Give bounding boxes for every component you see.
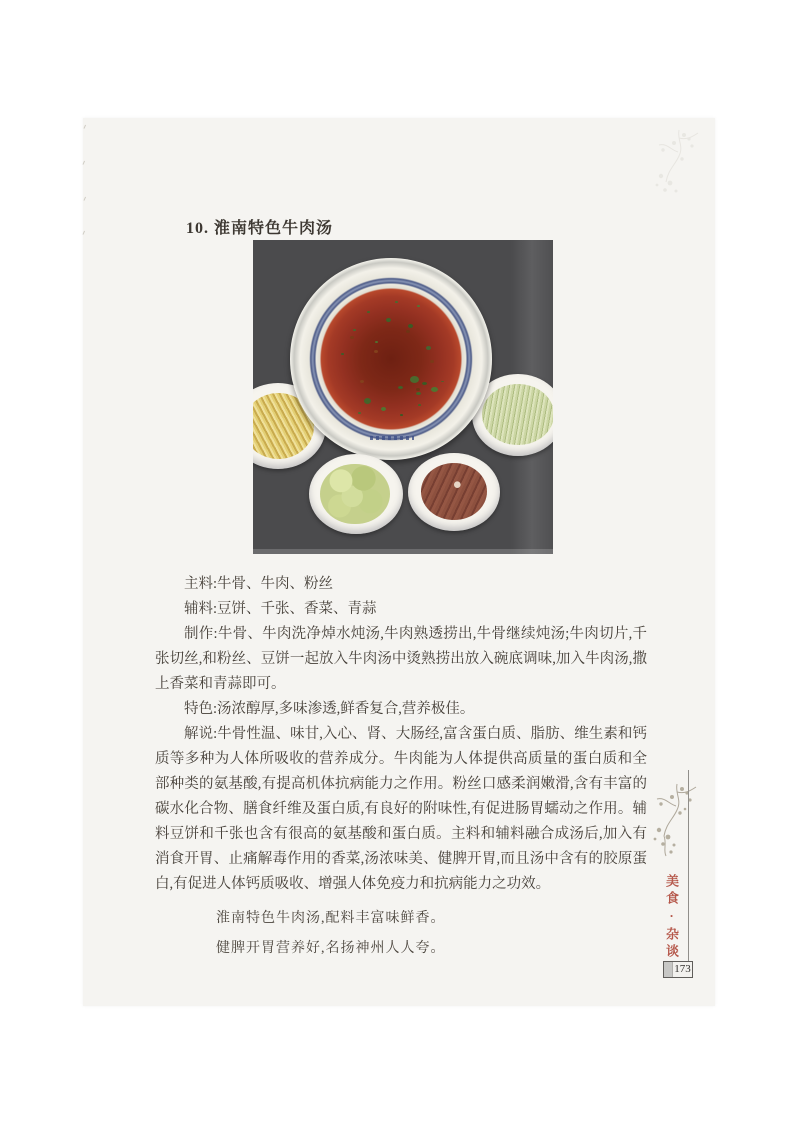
cilantro-garnish bbox=[410, 376, 419, 383]
aux-ingredients-line: 辅料:豆饼、千张、香菜、青蒜 bbox=[184, 601, 377, 617]
cilantro-garnish bbox=[364, 398, 371, 404]
beef-slices bbox=[421, 463, 487, 520]
section-margin-label: 美食·杂谈 bbox=[664, 874, 679, 961]
spice-specks bbox=[350, 336, 354, 339]
plum-blossom-icon bbox=[647, 782, 705, 858]
commentary-paragraph: 解说:牛骨性温、味甘,入心、肾、大肠经,富含蛋白质、脂肪、维生素和钙质等多种为人体所吸收的营养成分。牛肉能为人体提供高质量的蛋白质和全部种类的氨基酸,有提高机体抗病能力之作用。粉丝口感柔润嫩滑,含有丰富的碳水化合物、膳食纤维及蛋白质,有良好的附味性,有促进肠胃蠕动之作用。辅料豆饼和千张也含有很高的氨基酸和蛋白质。主料和辅料融合成汤后,加入有消食开胃、止痛解毒作用的香菜,汤浓味美、健脾开胃,而且汤中含有的胶原蛋白,有促进人体钙质吸收、增强人体免疫力和抗病能力之功效。 bbox=[155, 726, 647, 892]
tofu-cake-slice-plate bbox=[309, 454, 403, 534]
margin-rule bbox=[688, 770, 689, 962]
page-number-box bbox=[663, 961, 693, 978]
preparation-paragraph: 制作:牛骨、牛肉洗净焯水炖汤,牛肉熟透捞出,牛骨继续炖汤;牛肉切片,千张切丝,和粉丝、豆饼一起放入牛肉汤中烫熟捞出放入碗底调味,加入牛肉汤,撒上香菜和青蒜即可。 bbox=[155, 626, 647, 692]
cilantro-garnish bbox=[386, 318, 391, 322]
couplet-line-2: 健脾开胃营养好,名扬神州人人夸。 bbox=[216, 941, 446, 956]
scan-artifact bbox=[82, 161, 90, 168]
scan-artifact bbox=[83, 197, 91, 204]
couplet bbox=[216, 904, 446, 964]
recipe-text bbox=[155, 572, 647, 897]
bowl-rim-pattern bbox=[370, 436, 414, 440]
couplet-line-1: 淮南特色牛肉汤,配料丰富味鲜香。 bbox=[216, 911, 446, 926]
main-ingredients-line: 主料:牛骨、牛肉、粉丝 bbox=[184, 576, 334, 592]
scan-artifact bbox=[82, 231, 90, 238]
page-number-shade bbox=[664, 962, 673, 977]
scan-artifact bbox=[83, 125, 91, 132]
dish-photo bbox=[253, 240, 553, 554]
page-title: 10. 淮南特色牛肉汤 bbox=[186, 220, 334, 237]
feature-line: 特色:汤浓醇厚,多味渗透,鲜香复合,营养极佳。 bbox=[184, 701, 475, 717]
page-sheet bbox=[83, 118, 715, 1006]
plum-blossom-ghost-icon bbox=[649, 128, 707, 204]
beef-soup-bowl bbox=[290, 258, 492, 460]
tofu-cake-slices bbox=[320, 464, 390, 525]
vermicelli bbox=[482, 384, 553, 445]
beef-slice-plate bbox=[408, 453, 500, 531]
page-number: 173 bbox=[674, 963, 691, 975]
